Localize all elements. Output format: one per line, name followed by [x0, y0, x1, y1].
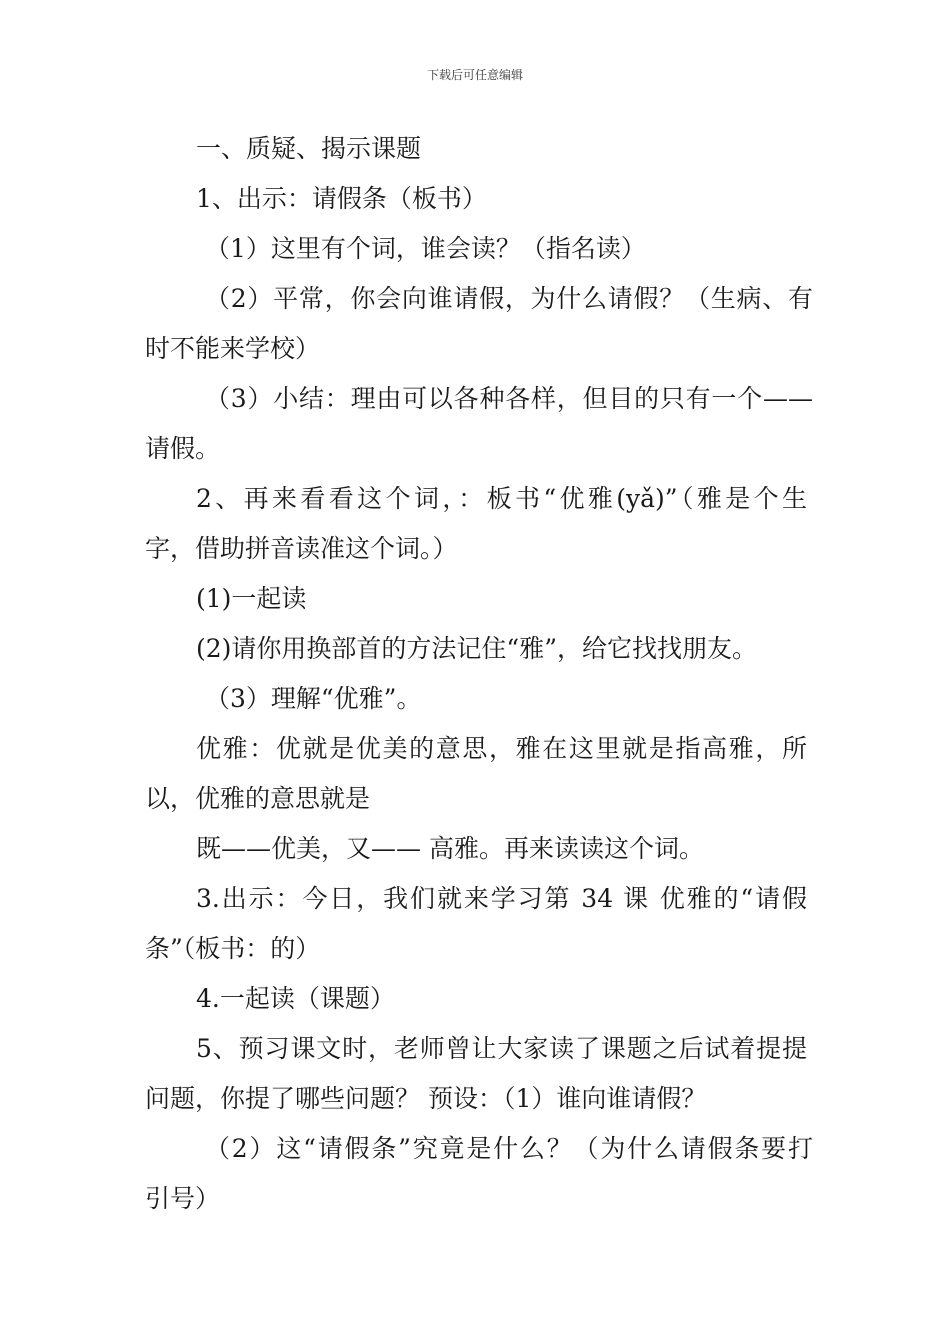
paragraph-line: 条”（板书：的） — [145, 934, 321, 963]
paragraph-line: 5、预习课文时，老师曾让大家读了课题之后试着提提 — [196, 1034, 807, 1063]
paragraph-line: 引号） — [145, 1184, 221, 1213]
paragraph-line: 优雅：优就是优美的意思，雅在这里就是指高雅，所 — [196, 734, 807, 763]
paragraph-line: 3.出示：今日，我们就来学习第 34 课 优雅的“请假 — [196, 884, 807, 913]
paragraph-line: 4.一起读（课题） — [196, 984, 395, 1013]
paragraph-line: 以，优雅的意思就是 — [145, 784, 371, 813]
paragraph-line: （2）平常，你会向谁请假，为什么请假？（生病、有 — [205, 284, 813, 313]
paragraph-line: (2)请你用换部首的方法记住“雅”，给它找找朋友。 — [196, 634, 757, 663]
paragraph-line: (1)一起读 — [196, 584, 307, 613]
paragraph-line: （3）小结：理由可以各种各样，但目的只有一个—— — [205, 384, 813, 413]
paragraph-line: （3）理解“优雅”。 — [205, 684, 422, 713]
paragraph-line: 2、再来看看这个词，：板书“优雅(yǎ)”（雅是个生 — [196, 484, 807, 513]
paragraph-line: 字，借助拼音读准这个词。） — [145, 534, 458, 563]
paragraph-line: 问题，你提了哪些问题？ 预设：（1）谁向谁请假？ — [145, 1084, 707, 1113]
section-heading: 一、质疑、揭示课题 — [196, 134, 422, 163]
paragraph-line: （2）这“请假条”究竟是什么？（为什么请假条要打 — [205, 1134, 813, 1163]
paragraph-line: 请假。 — [145, 434, 221, 463]
paragraph-line: 时不能来学校） — [145, 334, 321, 363]
page-header: 下载后可任意编辑 — [426, 68, 523, 82]
paragraph-line: 1、出示：请假条（板书） — [196, 184, 487, 213]
paragraph-line: 既——优美，又—— 高雅。再来读读这个词。 — [196, 834, 704, 863]
paragraph-line: （1）这里有个词，谁会读？（指名读） — [205, 234, 646, 263]
